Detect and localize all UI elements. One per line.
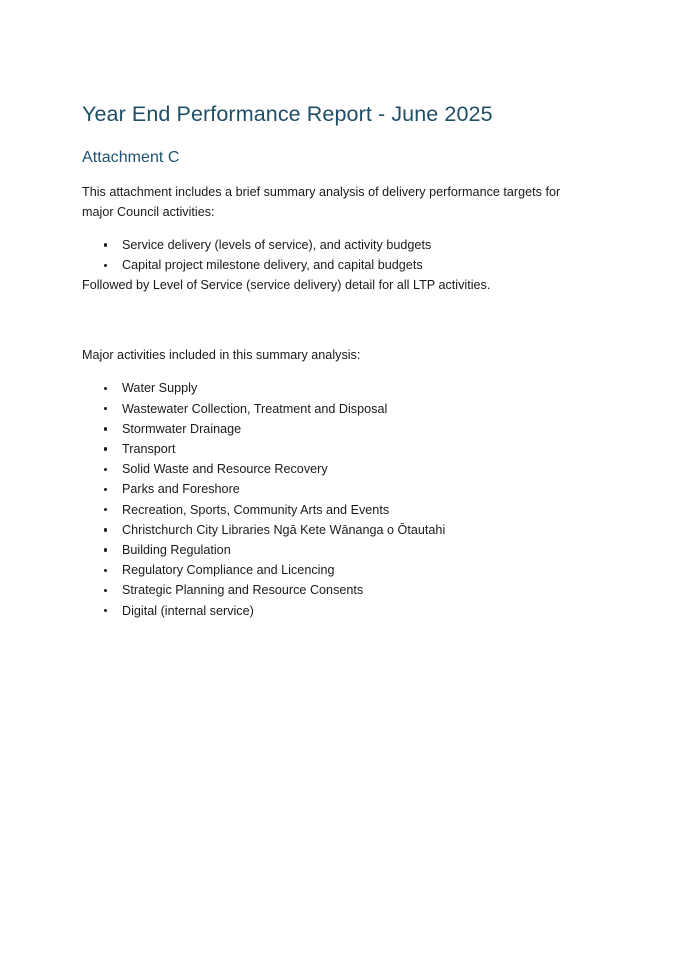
bullet-dot-icon bbox=[104, 407, 107, 410]
list-item bbox=[82, 601, 587, 621]
list-item-label: Wastewater Collection, Treatment and Disposal bbox=[122, 401, 388, 416]
list-item bbox=[82, 399, 587, 419]
list-item bbox=[82, 378, 587, 398]
list-item-label: Strategic Planning and Resource Consents bbox=[122, 583, 364, 598]
list-item-label: Parks and Foreshore bbox=[122, 482, 240, 497]
list-item bbox=[82, 459, 587, 479]
followed-by-block bbox=[82, 275, 587, 295]
section-spacer bbox=[82, 308, 587, 345]
bullet-dot-icon bbox=[104, 427, 107, 430]
list-item-label: Recreation, Sports, Community Arts and Events bbox=[122, 502, 390, 517]
list-item bbox=[82, 580, 587, 600]
bullet-dot-icon bbox=[104, 243, 107, 246]
bullet-dot-icon bbox=[104, 589, 107, 592]
list-item bbox=[82, 500, 587, 520]
list-item bbox=[82, 520, 587, 540]
list-item bbox=[82, 479, 587, 499]
bullet-dot-icon bbox=[104, 569, 107, 572]
bullet-dot-icon bbox=[104, 387, 107, 390]
bullet-dot-icon bbox=[104, 528, 107, 531]
list-item bbox=[82, 439, 587, 459]
followed-by-note: Followed by Level of Service (service delivery) detail for all LTP activities. bbox=[82, 278, 491, 293]
attachment-subtitle: Attachment C bbox=[82, 149, 180, 166]
page-title: Year End Performance Report - June 2025 bbox=[82, 102, 493, 126]
list-item-label: Stormwater Drainage bbox=[122, 421, 242, 436]
bullet-dot-icon bbox=[104, 609, 107, 612]
major-activities-list bbox=[82, 378, 587, 620]
intro-paragraph: This attachment includes a brief summary analysis of delivery performance targets for major Council activities: bbox=[82, 185, 561, 219]
bullet-dot-icon bbox=[104, 508, 107, 511]
list-item-label: Solid Waste and Resource Recovery bbox=[122, 462, 328, 477]
bullet-dot-icon bbox=[104, 468, 107, 471]
list-item-label: Capital project milestone delivery, and capital budgets bbox=[122, 258, 423, 273]
list-item-label: Christchurch City Libraries Ngā Kete Wānanga o Ōtautahi bbox=[122, 522, 446, 537]
scope-items-list bbox=[82, 235, 587, 275]
activities-intro: Major activities included in this summary analysis: bbox=[82, 348, 361, 363]
intro-paragraph-block bbox=[82, 182, 587, 222]
list-item bbox=[82, 560, 587, 580]
document-content bbox=[82, 100, 587, 621]
bullet-dot-icon bbox=[104, 488, 107, 491]
list-item-label: Service delivery (levels of service), and activity budgets bbox=[122, 238, 432, 252]
bullet-dot-icon bbox=[104, 447, 107, 450]
list-item bbox=[82, 540, 587, 560]
bullet-dot-icon bbox=[104, 264, 107, 267]
bullet-dot-icon bbox=[104, 548, 107, 551]
list-item bbox=[82, 419, 587, 439]
list-item-label: Building Regulation bbox=[122, 543, 231, 558]
list-item-label: Regulatory Compliance and Licencing bbox=[122, 563, 335, 578]
list-item bbox=[82, 255, 587, 275]
list-item-label: Digital (internal service) bbox=[122, 603, 254, 618]
activities-intro-block bbox=[82, 345, 587, 365]
list-item-label: Transport bbox=[122, 442, 176, 457]
list-item-label: Water Supply bbox=[122, 381, 198, 396]
list-item bbox=[82, 235, 587, 255]
